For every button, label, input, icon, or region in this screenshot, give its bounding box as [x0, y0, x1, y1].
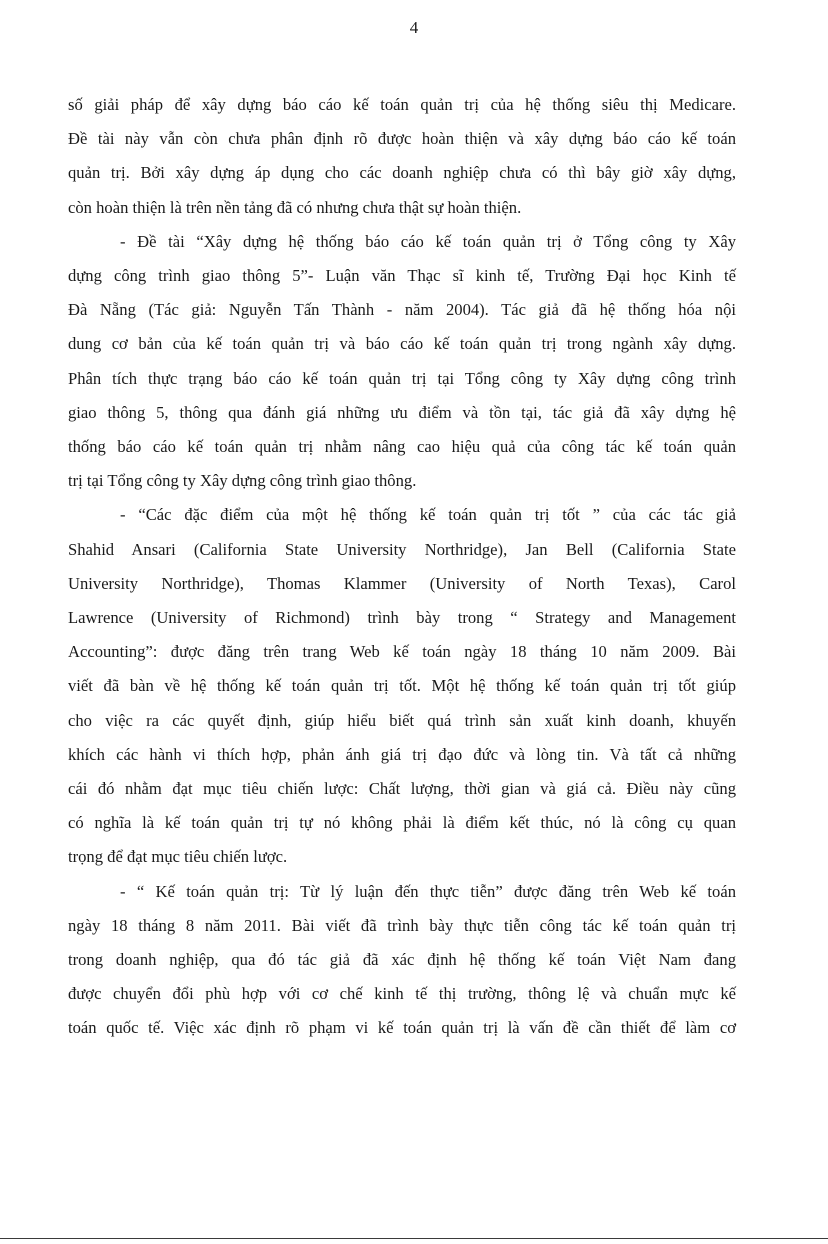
text-line: quản trị. Bởi xây dựng áp dụng cho các doanh nghiệp chưa có thì bây giờ xây dựng, — [68, 163, 736, 183]
text-line: Shahid Ansari (California State University Northridge), Jan Bell (California State — [68, 539, 736, 559]
text-line: khích các hành vi thích hợp, phản ánh giá trị đạo đức và lòng tin. Và tất cả những — [68, 744, 736, 764]
document-body — [68, 88, 736, 1046]
text-line: toán quốc tế. Việc xác định rõ phạm vi kế toán quản trị là vấn đề cần thiết để làm cơ — [68, 1018, 736, 1038]
text-line: cái đó nhằm đạt mục tiêu chiến lược: Chất lượng, thời gian và giá cả. Điều này cũng — [68, 779, 736, 799]
text-line: dung cơ bản của kế toán quản trị và báo cáo kế toán quản trị trong ngành xây dựng. — [68, 334, 736, 354]
paragraph-first-line: - “Các đặc điểm của một hệ thống kế toán quản trị tốt ” của các tác giả — [120, 505, 736, 525]
page-number: 4 — [409, 18, 419, 37]
text-line: Đà Nẵng (Tác giả: Nguyễn Tấn Thành - năm 2004). Tác giả đã hệ thống hóa nội — [68, 300, 736, 320]
text-line: giao thông 5, thông qua đánh giá những ưu điểm và tồn tại, tác giả đã xây dựng hệ — [68, 402, 736, 422]
text-line: trị tại Tổng công ty Xây dựng công trình giao thông. — [68, 471, 417, 491]
paragraph-first-line: - Đề tài “Xây dựng hệ thống báo cáo kế toán quản trị ở Tổng công ty Xây — [120, 231, 736, 251]
paragraph-first-line: - “ Kế toán quản trị: Từ lý luận đến thực tiễn” được đăng trên Web kế toán — [120, 881, 736, 901]
text-line: số giải pháp để xây dựng báo cáo kế toán quản trị của hệ thống siêu thị Medicare. — [68, 95, 736, 114]
text-line: Đề tài này vẫn còn chưa phân định rõ được hoàn thiện và xây dựng báo cáo kế toán — [68, 129, 736, 149]
text-line: ngày 18 tháng 8 năm 2011. Bài viết đã trình bày thực tiễn công tác kế toán quản trị — [68, 915, 736, 935]
text-line: Lawrence (University of Richmond) trình bày trong “ Strategy and Management — [68, 608, 736, 628]
text-line: Accounting”: được đăng trên trang Web kế toán ngày 18 tháng 10 năm 2009. Bài — [68, 642, 736, 662]
text-line: được chuyển đổi phù hợp với cơ chế kinh tế thị trường, thông lệ và chuẩn mực kế — [68, 984, 736, 1004]
text-line: cho việc ra các quyết định, giúp hiểu biết quá trình sản xuất kinh doanh, khuyến — [68, 710, 736, 730]
text-line: có nghĩa là kế toán quản trị tự nó không phải là điểm kết thúc, nó là công cụ quan — [68, 813, 736, 833]
text-line: dựng công trình giao thông 5”- Luận văn Thạc sĩ kinh tế, Trường Đại học Kinh tế — [68, 266, 736, 286]
text-line: thống báo cáo kế toán quản trị nhằm nâng cao hiệu quả của công tác kế toán quản — [68, 437, 736, 457]
text-line: còn hoàn thiện là trên nền tảng đã có nhưng chưa thật sự hoàn thiện. — [68, 197, 522, 217]
text-line: University Northridge), Thomas Klammer (University of North Texas), Carol — [68, 573, 736, 593]
text-line: trọng để đạt mục tiêu chiến lược. — [68, 847, 288, 867]
text-line: viết đã bàn về hệ thống kế toán quản trị tốt. Một hệ thống kế toán quản trị tốt giúp — [68, 676, 736, 696]
text-line: Phân tích thực trạng báo cáo kế toán quản trị tại Tổng công ty Xây dựng công trình — [68, 368, 736, 388]
text-line: trong doanh nghiệp, qua đó tác giả đã xác định hệ thống kế toán Việt Nam đang — [68, 950, 736, 970]
page-bottom-edge — [0, 1238, 828, 1239]
